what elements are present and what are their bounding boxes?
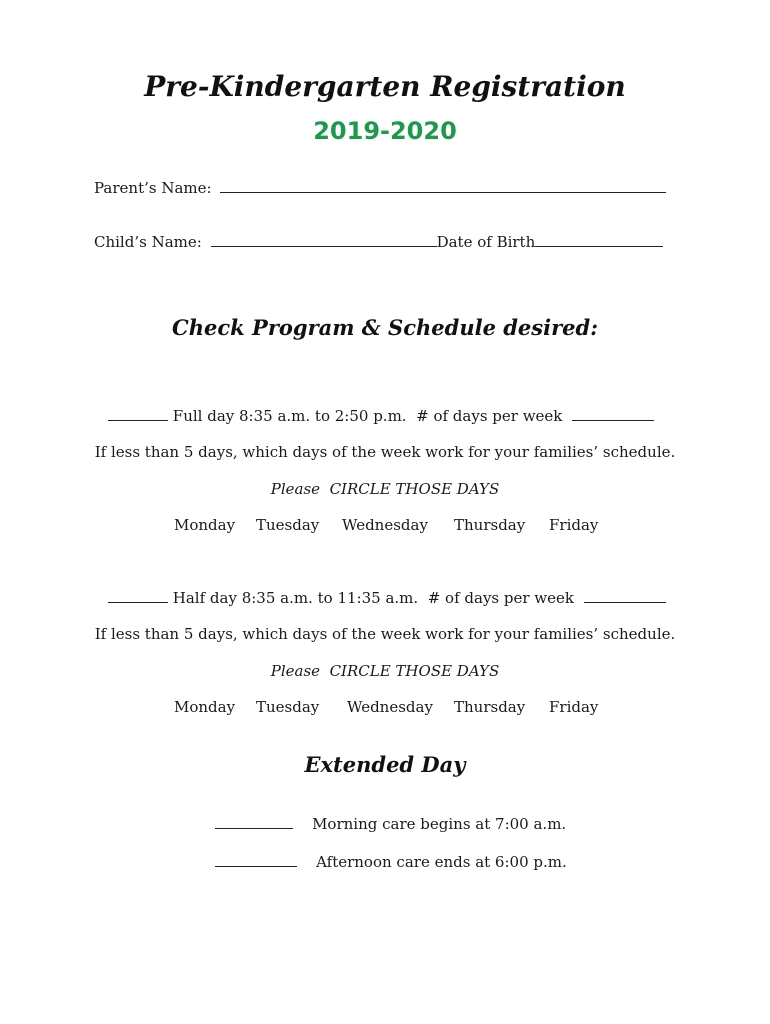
child-name-label: Child’s Name: (94, 233, 202, 251)
full-day-monday[interactable]: Monday (174, 516, 236, 534)
school-year: 2019-2020 (313, 117, 457, 145)
full-day-please: Please (270, 480, 321, 498)
program-heading: Check Program & Schedule desired: (172, 315, 598, 340)
half-day-days-per-week-label: # of days per week (427, 589, 574, 607)
dob-label: Date of Birth (436, 233, 536, 251)
page-title: Pre-Kindergarten Registration (144, 70, 626, 103)
half-day-tuesday[interactable]: Tuesday (256, 698, 320, 716)
morning-care-field[interactable] (215, 816, 293, 829)
parent-name-row (94, 179, 666, 197)
morning-care-row (215, 815, 566, 833)
half-day-friday[interactable]: Friday (549, 698, 599, 716)
dob-field[interactable] (535, 234, 663, 247)
half-day-monday[interactable]: Monday (174, 698, 236, 716)
half-day-question: If less than 5 days, which days of the week work for your families’ schedule. (94, 625, 676, 643)
full-day-friday[interactable]: Friday (549, 516, 599, 534)
full-day-circle-text: CIRCLE THOSE DAYS (329, 480, 500, 498)
full-day-tuesday[interactable]: Tuesday (256, 516, 320, 534)
full-day-label: Full day 8:35 a.m. to 2:50 p.m. (172, 407, 407, 425)
extended-day-heading: Extended Day (304, 752, 466, 777)
afternoon-care-label: Afternoon care ends at 6:00 p.m. (316, 853, 567, 871)
full-day-check-field[interactable] (108, 408, 168, 421)
full-day-days-per-week-field[interactable] (572, 408, 654, 421)
afternoon-care-field[interactable] (215, 854, 297, 867)
parent-name-label: Parent’s Name: (94, 179, 212, 197)
half-day-instruction (0, 662, 770, 680)
half-day-label: Half day 8:35 a.m. to 11:35 a.m. (172, 589, 419, 607)
half-day-wednesday[interactable]: Wednesday (347, 698, 433, 716)
half-day-days-per-week-field[interactable] (584, 590, 666, 603)
full-day-row (108, 407, 654, 425)
half-day-please: Please (270, 662, 321, 680)
full-day-thursday[interactable]: Thursday (454, 516, 526, 534)
morning-care-label: Morning care begins at 7:00 a.m. (312, 815, 567, 833)
full-day-days-per-week-label: # of days per week (416, 407, 563, 425)
half-day-row (108, 589, 666, 607)
half-day-thursday[interactable]: Thursday (454, 698, 526, 716)
half-day-check-field[interactable] (108, 590, 168, 603)
full-day-question: If less than 5 days, which days of the week work for your families’ schedule. (94, 443, 676, 461)
full-day-instruction (0, 480, 770, 498)
afternoon-care-row (215, 853, 567, 871)
child-name-row (94, 233, 663, 251)
full-day-wednesday[interactable]: Wednesday (342, 516, 428, 534)
parent-name-field[interactable] (220, 180, 666, 193)
child-name-field[interactable] (211, 234, 437, 247)
half-day-circle-text: CIRCLE THOSE DAYS (329, 662, 500, 680)
